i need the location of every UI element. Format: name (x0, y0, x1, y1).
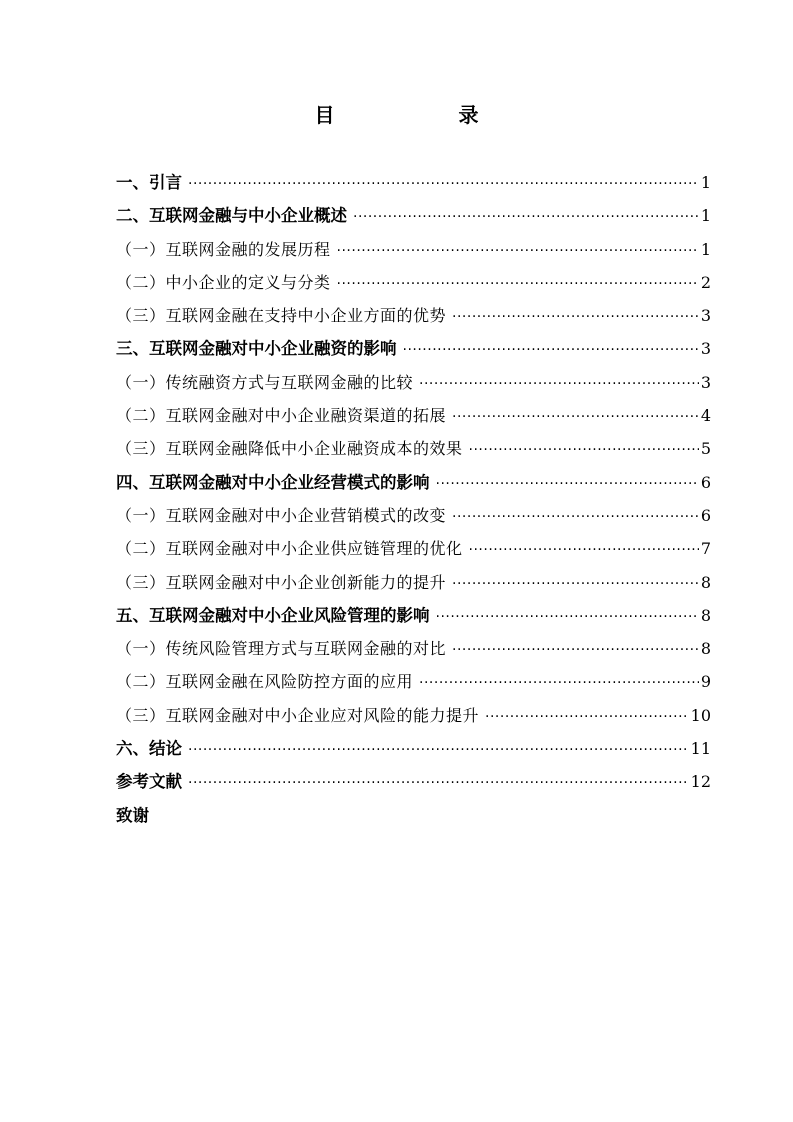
toc-leader-dots (403, 334, 699, 367)
toc-entry-title: 一、引言 (116, 173, 182, 192)
toc-entry[interactable] (116, 266, 711, 299)
toc-entry-title: （二）互联网金融在风险防控方面的应用 (116, 672, 414, 692)
toc-entry-title: （三）互联网金融在支持中小企业方面的优势 (116, 306, 447, 326)
toc-entry-title: （一）互联网金融对中小企业营销模式的改变 (116, 505, 447, 525)
toc-page-number: 7 (700, 539, 711, 559)
toc-leader-dots (469, 534, 699, 567)
toc-entry[interactable] (116, 466, 711, 499)
toc-entry-title: （三）互联网金融对中小企业创新能力的提升 (116, 572, 447, 592)
table-of-contents (116, 166, 711, 832)
toc-entry[interactable] (116, 499, 711, 532)
toc-page-number: 2 (700, 272, 711, 292)
toc-entry[interactable] (116, 765, 711, 798)
toc-leader-dots (485, 701, 689, 734)
toc-entry-title: 致谢 (116, 805, 149, 825)
toc-page-number: 1 (700, 239, 711, 259)
toc-leader-dots (188, 168, 699, 201)
toc-leader-dots (452, 568, 699, 601)
toc-entry[interactable] (116, 399, 711, 432)
toc-page-number: 8 (700, 605, 711, 625)
toc-page-number: 1 (700, 173, 711, 192)
toc-entry[interactable] (116, 299, 711, 332)
toc-entry-title: 六、结论 (116, 739, 182, 759)
toc-page-number: 12 (690, 772, 711, 792)
toc-leader-dots (188, 767, 689, 800)
toc-leader-dots (353, 201, 699, 234)
toc-entry[interactable] (116, 732, 711, 765)
toc-entry[interactable] (116, 233, 711, 266)
toc-entry-title: 参考文献 (116, 772, 182, 792)
toc-entry-title: 二、互联网金融与中小企业概述 (116, 206, 347, 226)
toc-leader-dots (188, 734, 689, 767)
toc-entry-title: （二）中小企业的定义与分类 (116, 272, 331, 292)
page-title: 目 录 (314, 103, 507, 127)
toc-entry[interactable] (116, 199, 711, 232)
toc-leader-dots (337, 235, 699, 268)
toc-entry-title: （三）互联网金融对中小企业应对风险的能力提升 (116, 705, 480, 725)
toc-entry[interactable] (116, 665, 711, 698)
toc-leader-dots (452, 401, 699, 434)
toc-entry[interactable] (116, 566, 711, 599)
toc-page-number: 8 (700, 572, 711, 592)
toc-leader-dots (419, 368, 699, 401)
toc-entry-title: （一）互联网金融的发展历程 (116, 239, 331, 259)
toc-page-number: 3 (700, 372, 711, 392)
toc-entry-title: （三）互联网金融降低中小企业融资成本的效果 (116, 439, 463, 459)
toc-entry[interactable] (116, 532, 711, 565)
toc-page-number: 3 (700, 339, 711, 359)
toc-leader-dots (436, 468, 699, 501)
toc-page-number: 10 (690, 705, 711, 725)
toc-page-number: 11 (690, 739, 711, 759)
toc-entry-title: （一）传统融资方式与互联网金融的比较 (116, 372, 414, 392)
toc-page-number: 4 (700, 406, 711, 426)
toc-page-number: 3 (700, 306, 711, 326)
toc-entry-title: 三、互联网金融对中小企业融资的影响 (116, 339, 397, 359)
toc-entry[interactable] (116, 166, 711, 199)
toc-entry[interactable] (116, 799, 711, 832)
toc-entry-title: （一）传统风险管理方式与互联网金融的对比 (116, 639, 447, 659)
toc-page-number: 1 (700, 206, 711, 226)
toc-leader-dots (452, 301, 699, 334)
toc-leader-dots (419, 667, 699, 700)
toc-entry[interactable] (116, 599, 711, 632)
toc-entry[interactable] (116, 432, 711, 465)
toc-entry[interactable] (116, 366, 711, 399)
toc-entry-title: （二）互联网金融对中小企业供应链管理的优化 (116, 539, 463, 559)
toc-page-number: 8 (700, 639, 711, 659)
toc-entry[interactable] (116, 632, 711, 665)
toc-page-number: 9 (700, 672, 711, 692)
toc-entry-title: 四、互联网金融对中小企业经营模式的影响 (116, 472, 430, 492)
toc-entry[interactable] (116, 332, 711, 365)
toc-entry[interactable] (116, 699, 711, 732)
toc-entry-title: （二）互联网金融对中小企业融资渠道的拓展 (116, 406, 447, 426)
toc-leader-dots (469, 434, 699, 467)
toc-page-number: 6 (700, 472, 711, 492)
toc-leader-dots (452, 634, 699, 667)
toc-leader-dots (436, 601, 699, 634)
toc-page-number: 6 (700, 505, 711, 525)
toc-leader-dots (337, 268, 699, 301)
toc-page-number: 5 (700, 439, 711, 459)
toc-entry-title: 五、互联网金融对中小企业风险管理的影响 (116, 605, 430, 625)
toc-leader-dots (452, 501, 699, 534)
